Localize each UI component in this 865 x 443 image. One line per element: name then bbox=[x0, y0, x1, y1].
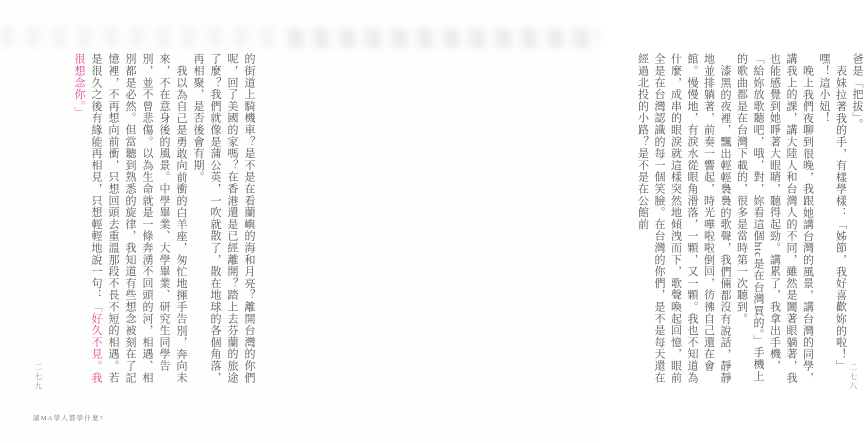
paragraph: 表妹拉著我的手，有樣學樣：「姊節，我好喜歡妳的啦！」嘿！這小妞！ bbox=[818, 53, 847, 372]
highlighted-quote: 「好久不見。我很想念你。」 bbox=[73, 53, 102, 384]
running-footer-title: 讀MA學人都學什麼? bbox=[33, 415, 104, 422]
page-number-left: 二七九 bbox=[34, 363, 43, 392]
page-number-right: 二七八 bbox=[849, 363, 858, 392]
page-left-279 bbox=[0, 0, 300, 443]
page-right-278 bbox=[300, 0, 863, 443]
page-right-text-block bbox=[636, 53, 865, 387]
paragraph-continuation: 的街道上騎機車？是不是在看蘭嶼的海和月亮？離開台灣的你們呢，回了美國的家嗎？在香港還是已經離開？踏上去芬蘭的旅途了麼？我們就像是蒲公英，一吹就散了，散在地球的各個角落，再相聚，是否後會有期。 bbox=[192, 53, 255, 384]
paragraph-text: 我以為自己是勇敢向前衝的白羊座，匆忙地揮手告別，奔向未來，不在意身後的風景。中學畢業、大學畢業、研究生同學告別，並不曾悲傷。以為生命就是一條奔湧不回頭的河，相遇、相別都是必然。但當聽到熟悉的旋律，我知道有些想念被刻在了記憶裡，不再想向前衝，只想回頭去重溫那段不長不短的相遇。若是很久之後有緣能再相見，只想輕輕地說一句： bbox=[90, 53, 187, 384]
paragraph bbox=[70, 53, 189, 387]
paragraph-continuation: 爸是「把拔」。 bbox=[851, 53, 863, 131]
paragraph: 晚上我們夜聊到很晚，我跟她講台灣的風景，講台灣的同學，講我上的課，講大陸人和台灣人的不同，雖然是闔著眼躺著，我也能感覺到她睜著大眼睛，聽得起勁。講累了，我拿出手機，「給妳放歌聽吧，哦，對，妳看這個htc是在台灣買的。」手機上的歌曲都是在台灣下載的，很多是當時第一次聽到。 bbox=[735, 53, 814, 384]
page-left-text-block bbox=[73, 53, 257, 387]
paragraph: 漆黑的夜裡，飄出輕輕裊裊的歌聲，我們倆都沒有說話，靜靜地並排躺著，前奏一響起，時光嘩啦啦倒回，彷彿自己還在會館。慢慢地，有淚水從眼角滑落，一顆，又一顆。我也不知道為什麼，成串的眼淚就這樣突然地傾洩而下，歌聲喚起回憶，眼前全是在台灣認識的每一個笑臉。在台灣的你們，是不是每天還在經過北投的小路？是不是在公館前 bbox=[636, 53, 731, 384]
